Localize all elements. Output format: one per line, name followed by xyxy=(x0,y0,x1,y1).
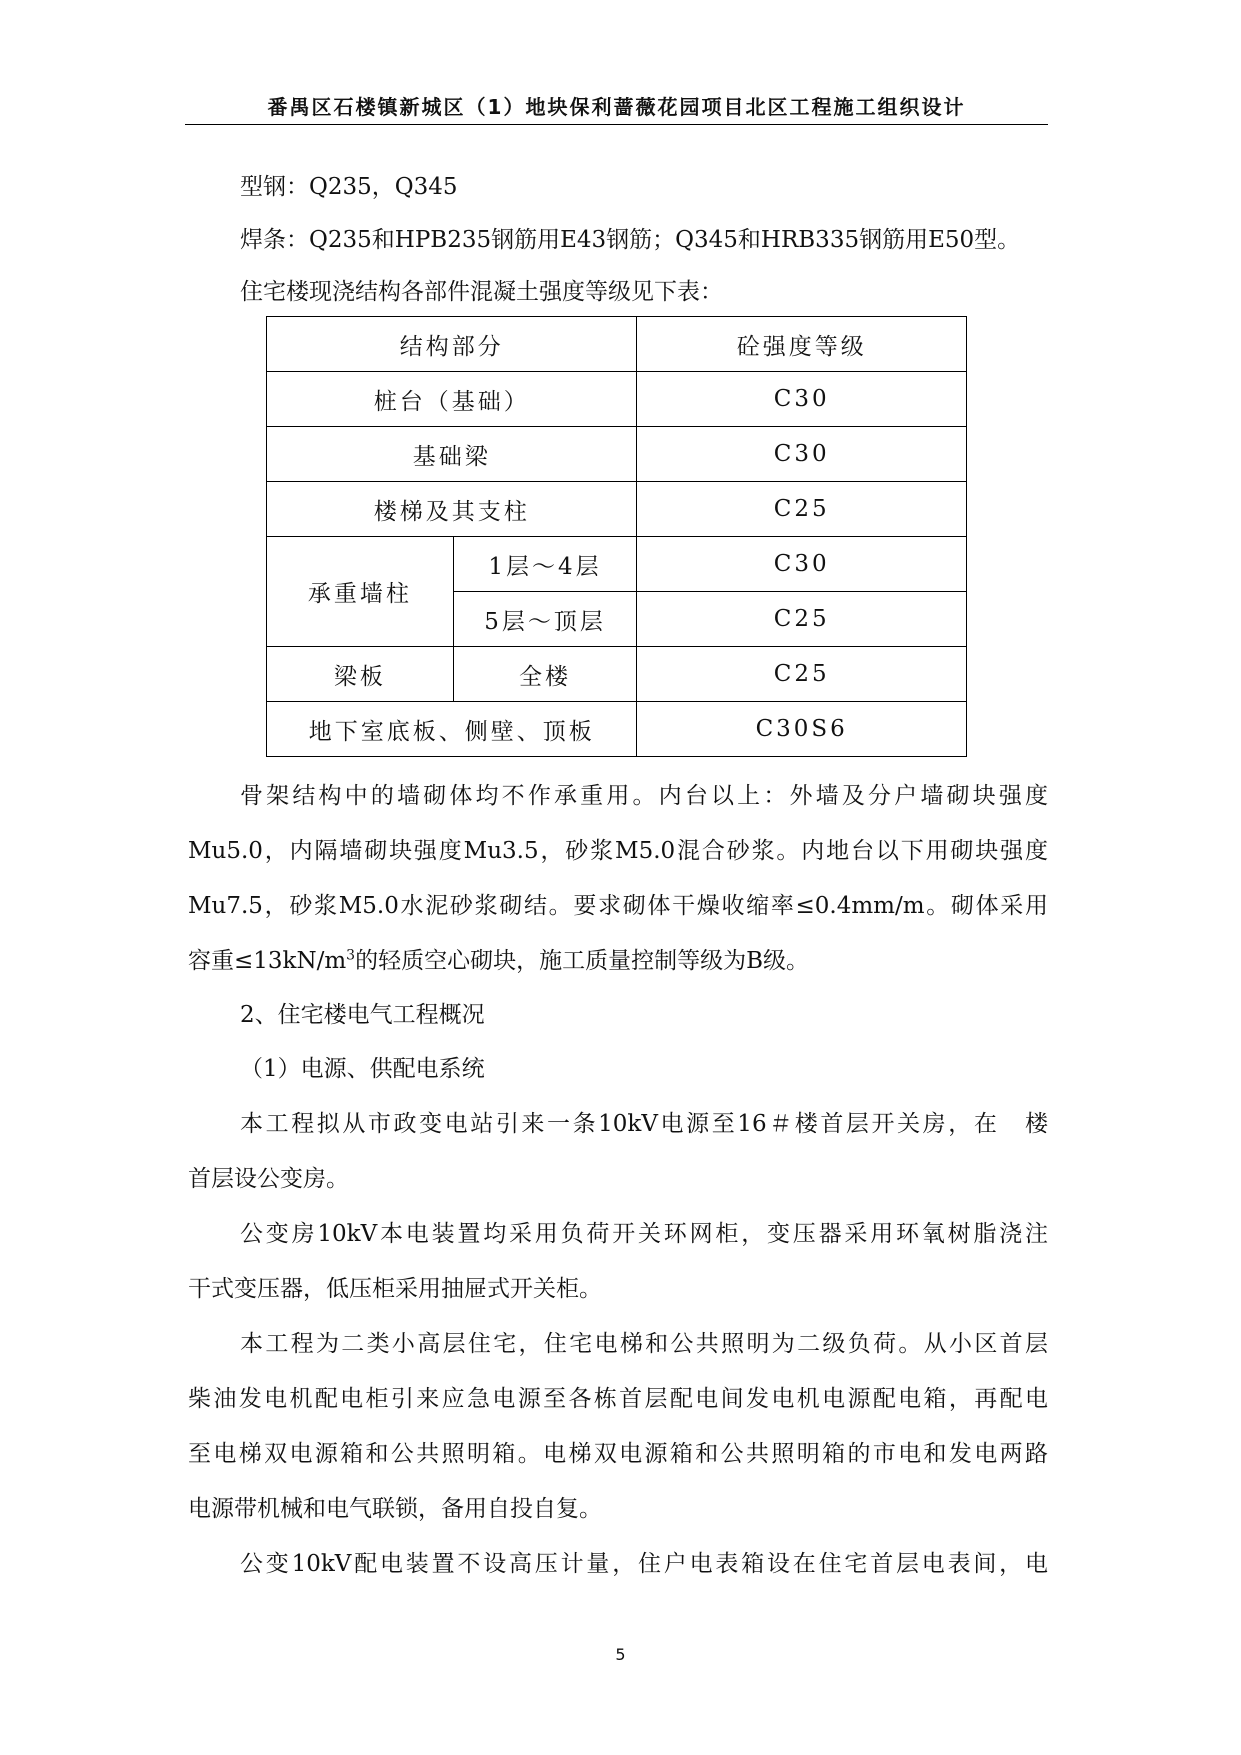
cubic-superscript: 3 xyxy=(346,947,356,964)
power-p3-line-2: 柴油发电机配电柜引来应急电源至各栋首层配电间发电机电源配电箱，再配电 xyxy=(188,1386,1048,1412)
power-p1-line-1: 本工程拟从市政变电站引来一条10kV电源至16＃楼首层开关房，在 楼 xyxy=(240,1111,1048,1137)
header-rule xyxy=(185,124,1048,125)
masonry-line-4 xyxy=(188,933,1048,989)
header-part: 结构部分 xyxy=(267,317,637,372)
masonry-line-4-a: 容重≤13kN/m xyxy=(188,948,347,974)
page-header: 番禺区石楼镇新城区（1）地块保利蔷薇花园项目北区工程施工组织设计 xyxy=(267,95,966,119)
table-header-row xyxy=(267,317,967,372)
table-intro: 住宅楼现浇结构各部件混凝土强度等级见下表： xyxy=(240,279,723,305)
cell-grade: C25 xyxy=(637,482,967,537)
masonry-line-1: 骨架结构中的墙砌体均不作承重用。内台以上：外墙及分户墙砌块强度 xyxy=(240,783,1048,809)
power-p3-line-3: 至电梯双电源箱和公共照明箱。电梯双电源箱和公共照明箱的市电和发电两路 xyxy=(188,1441,1048,1467)
cell-grade: C25 xyxy=(637,647,967,702)
steel-line: 型钢：Q235，Q345 xyxy=(240,174,458,200)
electrical-heading: 2、住宅楼电气工程概况 xyxy=(240,1002,485,1028)
table-row xyxy=(267,482,967,537)
cell-part: 基础梁 xyxy=(267,427,637,482)
power-p2-line-1: 公变房10kV本电装置均采用负荷开关环网柜，变压器采用环氧树脂浇注 xyxy=(240,1221,1048,1247)
masonry-line-2: Mu5.0，内隔墙砌块强度Mu3.5，砂浆M5.0混合砂浆。内地台以下用砌块强度 xyxy=(188,838,1048,864)
masonry-line-3: Mu7.5，砂浆M5.0水泥砂浆砌结。要求砌体干燥收缩率≤0.4mm/m。砌体采用 xyxy=(188,893,1048,919)
power-subheading: （1）电源、供配电系统 xyxy=(240,1056,485,1082)
cell-part: 梁板 xyxy=(267,647,454,702)
cell-floors: 5层～顶层 xyxy=(453,592,637,647)
cell-floors: 1层～4层 xyxy=(453,537,637,592)
masonry-line-4-b: 的轻质空心砌块，施工质量控制等级为B级。 xyxy=(355,948,809,974)
table-row xyxy=(267,372,967,427)
page-number: 5 xyxy=(615,1645,626,1664)
power-p3-line-1: 本工程为二类小高层住宅，住宅电梯和公共照明为二级负荷。从小区首层 xyxy=(240,1331,1048,1357)
concrete-grade-table xyxy=(266,316,967,757)
cell-part: 地下室底板、侧壁、顶板 xyxy=(267,702,637,757)
cell-part: 承重墙柱 xyxy=(267,537,454,647)
cell-grade: C30 xyxy=(637,372,967,427)
cell-part: 楼梯及其支柱 xyxy=(267,482,637,537)
power-p3-line-4: 电源带机械和电气联锁，备用自投自复。 xyxy=(188,1496,602,1522)
table-row xyxy=(267,702,967,757)
cell-grade: C30 xyxy=(637,537,967,592)
power-p2-line-2: 干式变压器，低压柜采用抽屉式开关柜。 xyxy=(188,1276,602,1302)
cell-grade: C25 xyxy=(637,592,967,647)
header-grade: 砼强度等级 xyxy=(637,317,967,372)
table-row xyxy=(267,427,967,482)
cell-floors: 全楼 xyxy=(453,647,637,702)
cell-grade: C30 xyxy=(637,427,967,482)
power-p1-line-2: 首层设公变房。 xyxy=(188,1166,349,1192)
welding-line: 焊条：Q235和HPB235钢筋用E43钢筋；Q345和HRB335钢筋用E50型。 xyxy=(240,227,1021,253)
cell-part: 桩台（基础） xyxy=(267,372,637,427)
table-row xyxy=(267,647,967,702)
table-row xyxy=(267,537,967,592)
cell-grade: C30S6 xyxy=(637,702,967,757)
power-p4-line-1: 公变10kV配电装置不设高压计量，住户电表箱设在住宅首层电表间，电 xyxy=(240,1551,1048,1577)
